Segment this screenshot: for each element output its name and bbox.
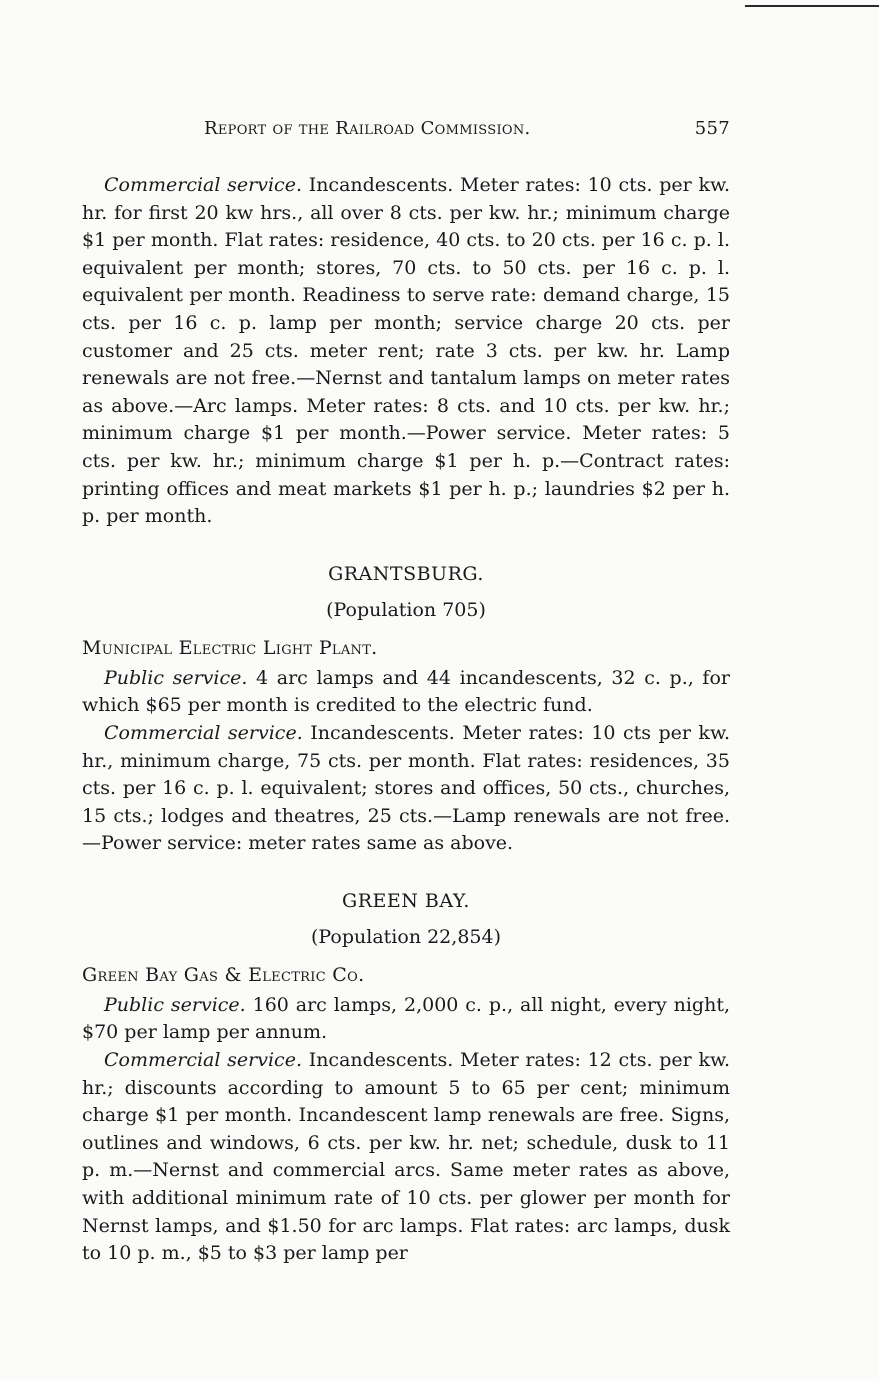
green-bay-public-text: 160 arc lamps, 2,000 c. p., all night, every night, $70 per lamp per annum.: [82, 993, 730, 1044]
page-edge-rule: [745, 5, 879, 7]
page-number: 557: [694, 118, 730, 139]
grantsburg-commercial-label: Commercial service.: [104, 721, 303, 744]
running-head: [82, 118, 730, 146]
grantsburg-commercial-text: Incandescents. Meter rates: 10 cts per kw. hr., minimum charge, 75 cts. per month. Flat rates: residences, 35 cts. per 16 c. p. l. equivalent; stores and offices, 50 cts., churches, 15 cts.; lodges and theatres, 25 cts.—Lamp renewals are not free.—Power service: meter rates same as above.: [82, 721, 730, 855]
grantsburg-population: (Population 705): [326, 598, 486, 621]
green-bay-commercial-label: Commercial service.: [104, 1049, 302, 1072]
green-bay-commercial-paragraph: [82, 1047, 730, 1268]
grantsburg-company: Municipal Electric Light Plant.: [82, 636, 378, 659]
continued-commercial-label: Commercial service.: [104, 174, 302, 196]
running-head-title: Report of the Railroad Commission.: [204, 118, 531, 139]
continued-commercial-text: Incandescents. Meter rates: 10 cts. per kw. hr. for first 20 kw hrs., all over 8 cts. per kw. hr.; minimum charge $1 per month. Flat rates: residence, 40 cts. to 20 cts. per 16 c. p. l. equivalent per month; stores, 70 cts. to 50 cts. per 16 c. p. l. equivalent per month. Readiness to serve rate: demand charge, 15 cts. per 16 c. p. lamp per month; service charge 20 cts. per customer and 25 cts. meter rent; rate 3 cts. per kw. hr. Lamp renewals are not free.—Nernst and tantalum lamps on meter rates as above.—Arc lamps. Meter rates: 8 cts. and 10 cts. per kw. hr.; minimum charge $1 per month.—Power service. Meter rates: 5 cts. per kw. hr.; minimum charge $1 per h. p.—Contract rates: printing offices and meat markets $1 per h. p.; laundries $2 per h. p. per month.: [82, 174, 730, 528]
green-bay-company: Green Bay Gas & Electric Co.: [82, 963, 365, 986]
grantsburg-heading: GRANTSBURG.: [328, 562, 484, 585]
green-bay-public-paragraph: [82, 992, 730, 1047]
grantsburg-public-paragraph: [82, 665, 730, 720]
continued-commercial-paragraph: [82, 172, 730, 531]
green-bay-population: (Population 22,854): [311, 925, 501, 948]
page-body: [82, 118, 730, 1268]
green-bay-public-label: Public service.: [104, 993, 246, 1016]
green-bay-commercial-text: Incandescents. Meter rates: 12 cts. per kw. hr.; discounts according to amount 5 to 65 per cent; minimum charge $1 per month. Incandescent lamp renewals are free. Signs, outlines and windows, 6 cts. per kw. hr. net; schedule, dusk to 11 p. m.—Nernst and commercial arcs. Same meter rates as above, with additional minimum rate of 10 cts. per glower per month for Nernst lamps, and $1.50 for arc lamps. Flat rates: arc lamps, dusk to 10 p. m., $5 to $3 per lamp per: [82, 1049, 730, 1265]
green-bay-heading: GREEN BAY.: [342, 889, 470, 912]
grantsburg-public-label: Public service.: [104, 666, 248, 689]
grantsburg-commercial-paragraph: [82, 720, 730, 858]
grantsburg-public-text: 4 arc lamps and 44 incandescents, 32 c. p., for which $65 per month is credited to the electric fund.: [82, 666, 730, 717]
